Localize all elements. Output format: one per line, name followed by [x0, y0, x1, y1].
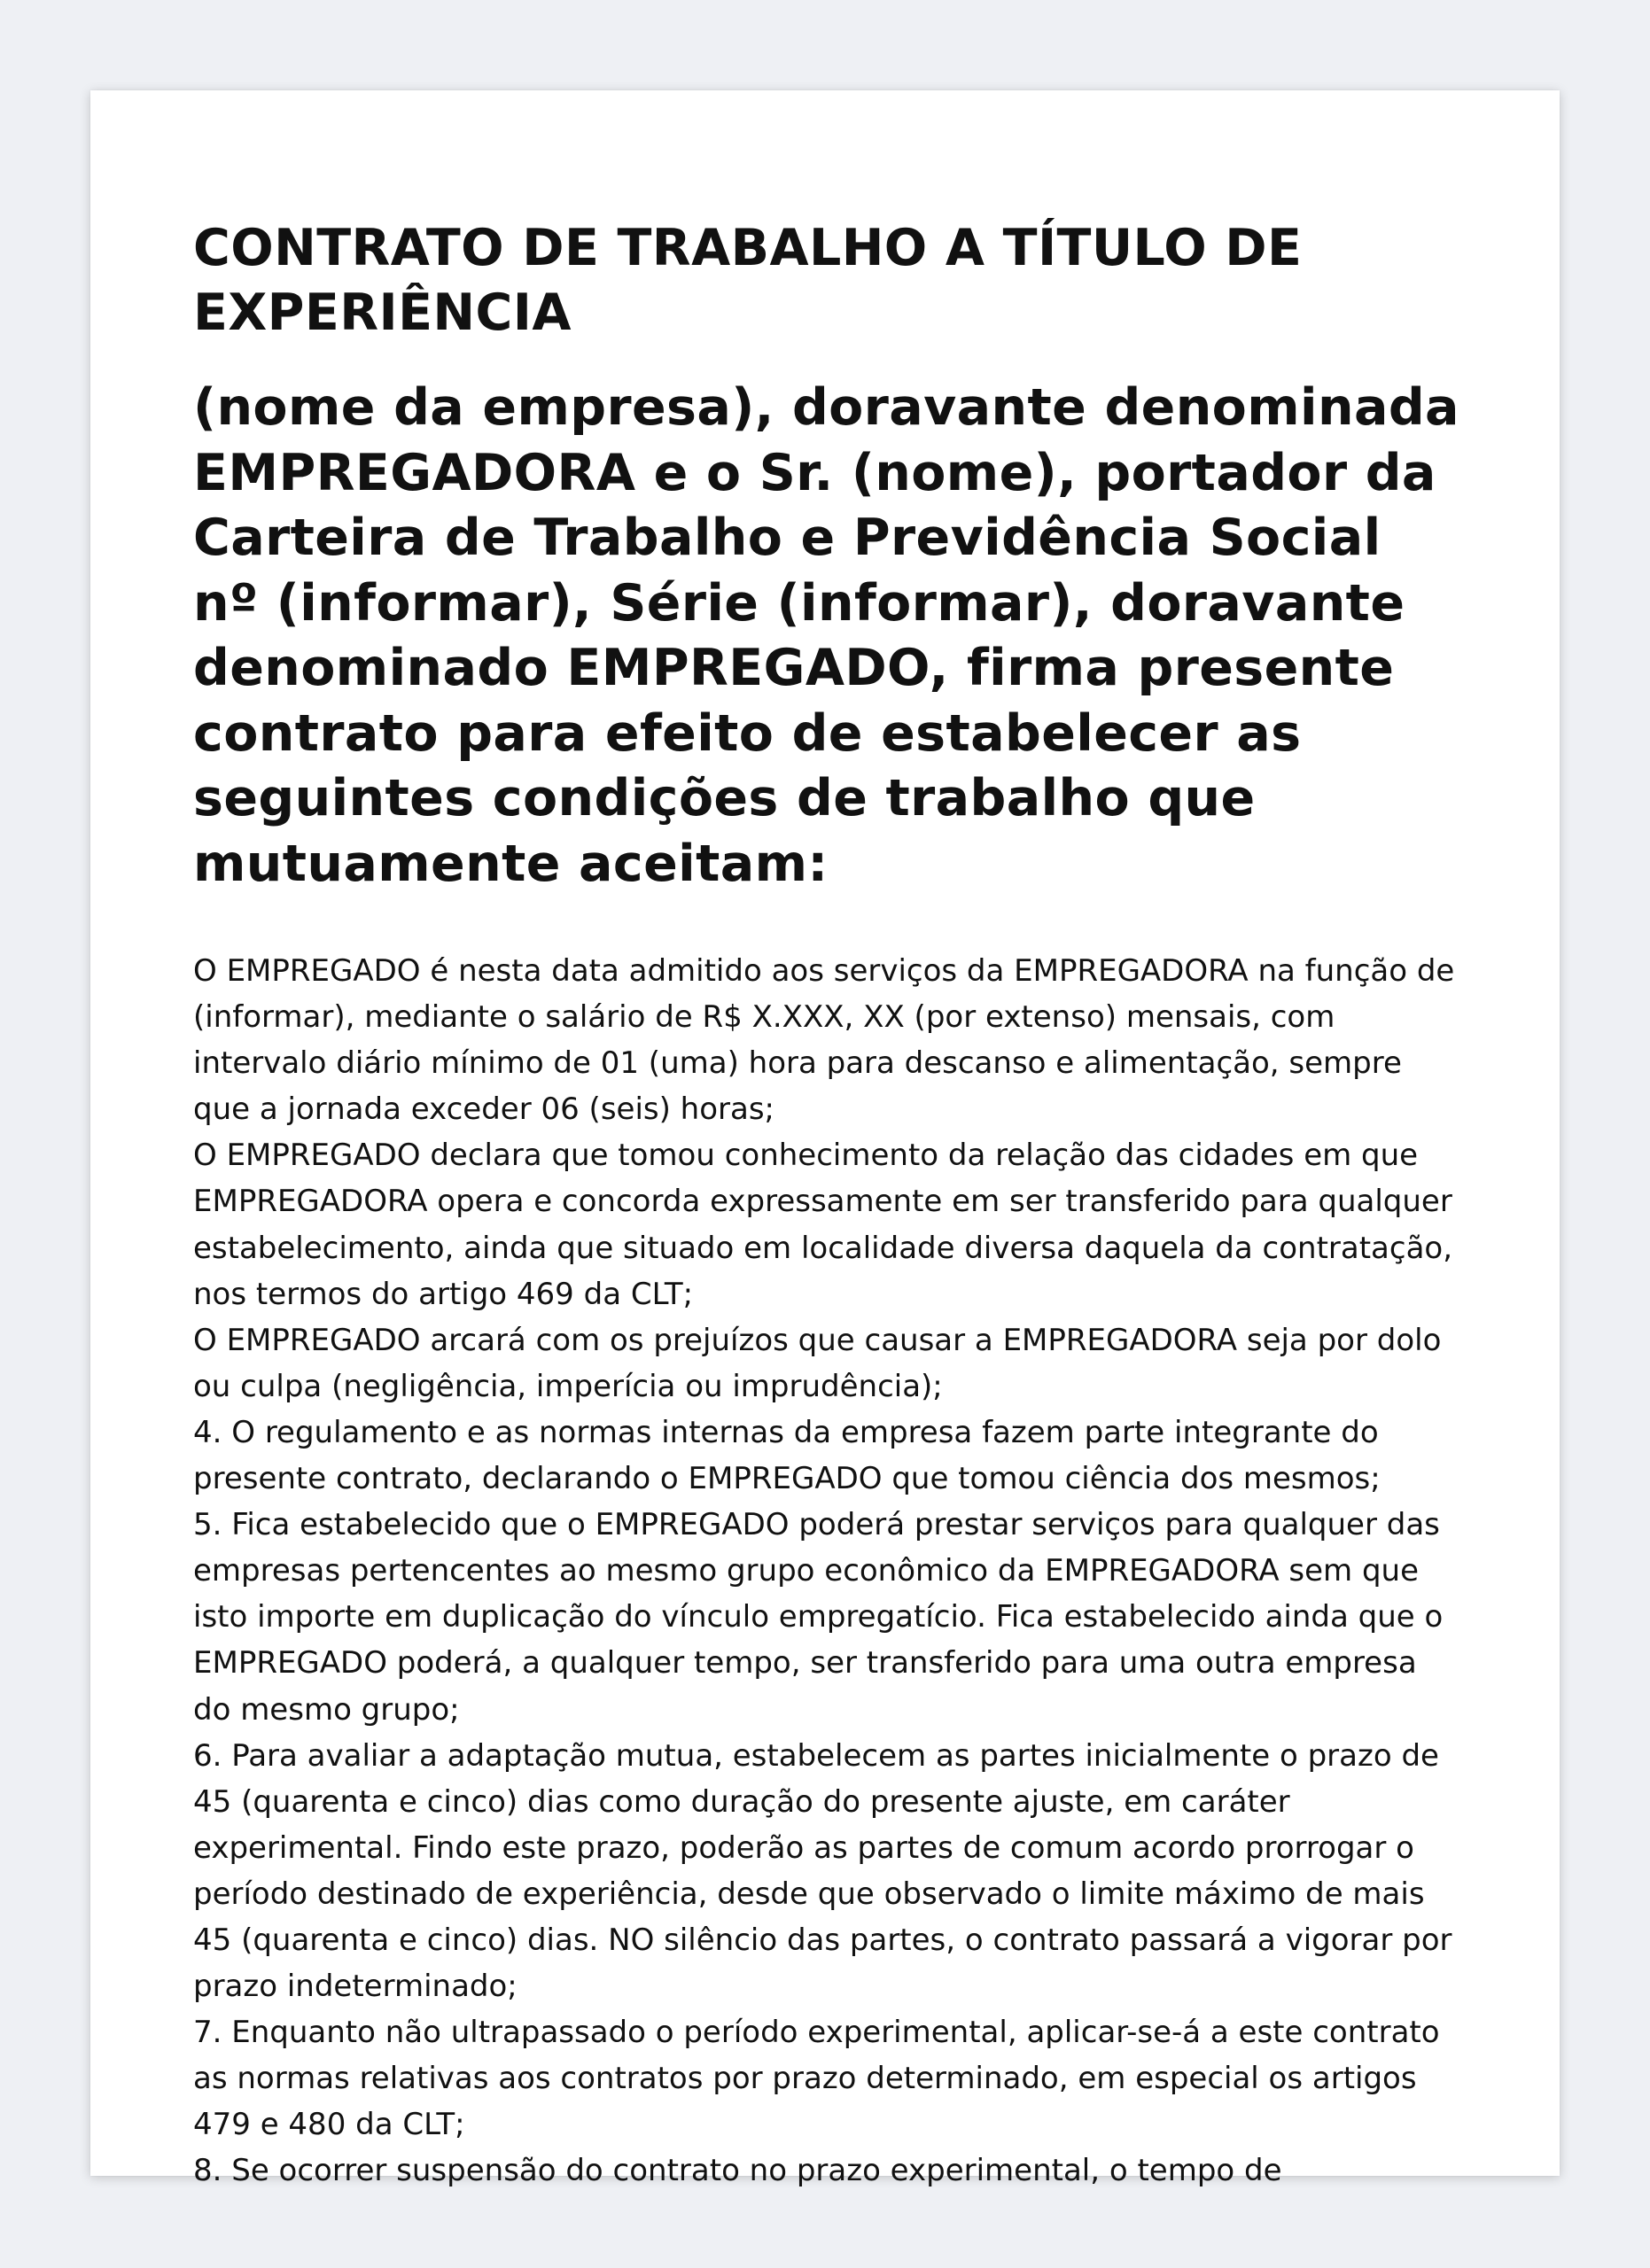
clause-transfer: O EMPREGADO declara que tomou conhecimento da relação das cidades em que EMPREGADORA opera e concorda expressamente em ser transferido para qualquer estabelecimento, ainda que situado em localidade diversa daquela da contratação, nos termos do artigo 469 da CLT; [193, 1138, 1453, 1312]
clause-list [193, 948, 1460, 2194]
clause-liability: O EMPREGADO arcará com os prejuízos que causar a EMPREGADORA seja por dolo ou culpa (negligência, imperícia ou imprudência); [193, 1322, 1442, 1404]
clause-experience-period: 6. Para avaliar a adaptação mutua, estabelecem as partes inicialmente o prazo de 45 (quarenta e cinco) dias como duração do presente ajuste, em caráter experimental. Findo este prazo, poderão as partes de comum acordo prorrogar o período destinado de experiência, desde que observado o limite máximo de mais 45 (quarenta e cinco) dias. NO silêncio das partes, o contrato passará a vigorar por prazo indeterminado; [193, 1737, 1452, 2005]
clause-applicable-norms: 7. Enquanto não ultrapassado o período experimental, aplicar-se-á a este contrato as normas relativas aos contratos por prazo determinado, em especial os artigos 479 e 480 da CLT; [193, 2015, 1440, 2143]
contract-preamble: (nome da empresa), doravante denominada EMPREGADORA e o Sr. (nome), portador da Carteira de Trabalho e Previdência Social nº (informar), Série (informar), doravante denominado EMPREGADO, firma presente contrato para efeito de estabelecer as seguintes condições de trabalho que mutuamente aceitam: [193, 378, 1459, 893]
clause-internal-rules: 4. O regulamento e as normas internas da empresa fazem parte integrante do presente contrato, declarando o EMPREGADO que tomou ciência dos mesmos; [193, 1414, 1381, 1497]
clause-admission: O EMPREGADO é nesta data admitido aos serviços da EMPREGADORA na função de (informar), mediante o salário de R$ X.XXX, XX (por extenso) mensais, com intervalo diário mínimo de 01 (uma) hora para descanso e alimentação, sempre que a jornada exceder 06 (seis) horas; [193, 953, 1455, 1128]
document-content [193, 216, 1460, 2194]
clause-economic-group: 5. Fica estabelecido que o EMPREGADO poderá prestar serviços para qualquer das empresas pertencentes ao mesmo grupo econômico da EMPREGADORA sem que isto importe em duplicação do vínculo empregatício. Fica estabelecido ainda que o EMPREGADO poderá, a qualquer tempo, ser transferido para uma outra empresa do mesmo grupo; [193, 1507, 1444, 1728]
document-title: CONTRATO DE TRABALHO A TÍTULO DE EXPERIÊNCIA [193, 219, 1303, 342]
clause-suspension: 8. Se ocorrer suspensão do contrato no prazo experimental, o tempo de [193, 2153, 1282, 2189]
